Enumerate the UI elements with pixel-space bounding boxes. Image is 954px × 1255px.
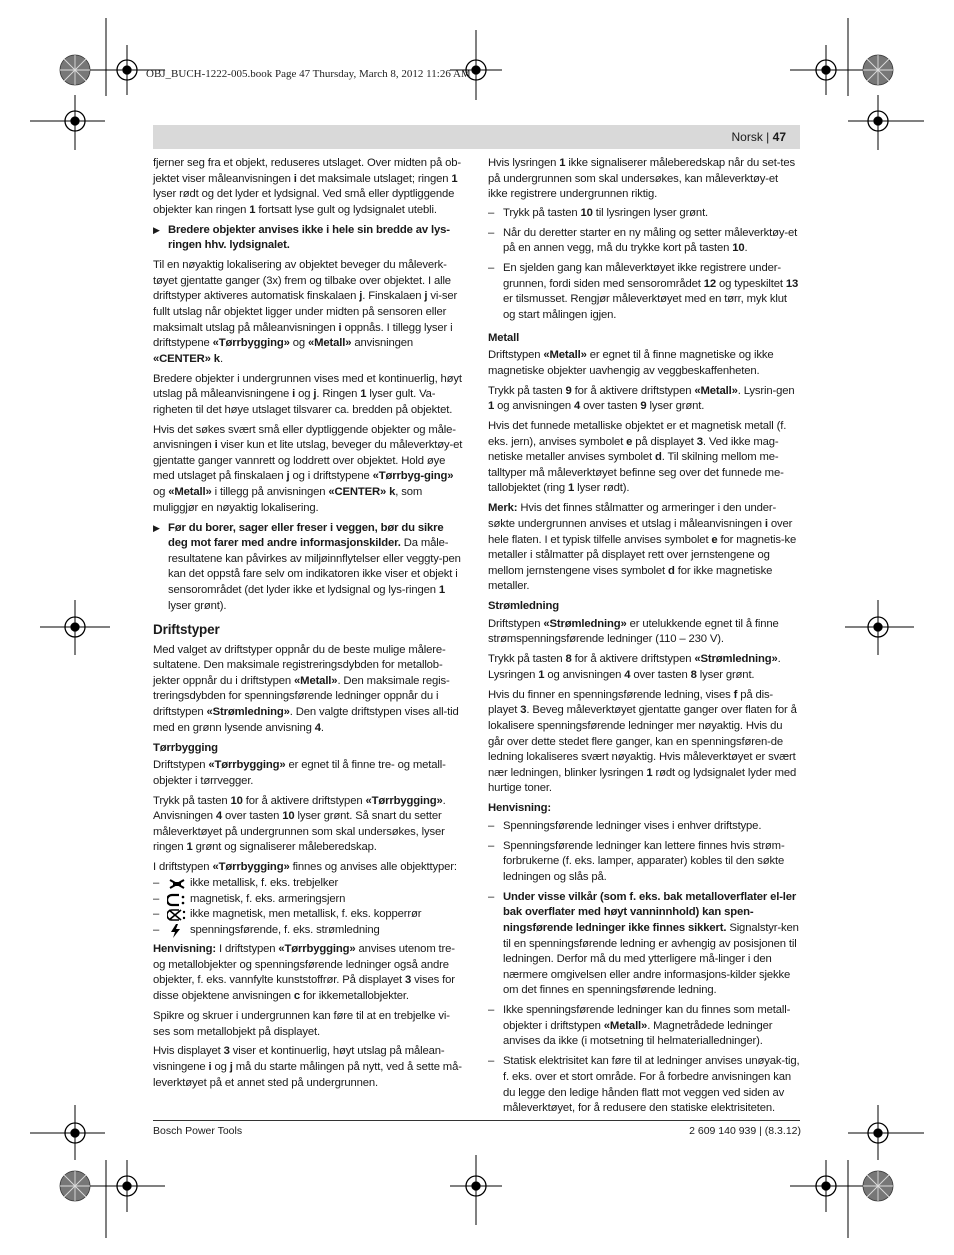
paragraph: Hvis det funnede metalliske objektet er et magnetisk metall (f. eks. jern), anvises symbolet e på displayet 3. Ved ikke mag-netiske metaller anvises symbolet d. Til skilning mellom me-talltyper må måleverktøyet befinne seg over det funnede me-tallobjektet (ring 1 lyser rødt).	[488, 420, 787, 495]
paragraph: Trykk på tasten 10 for å aktivere driftstypen «Tørrbygging». Anvisningen 4 over tasten 10 lyser grønt. Så snart du setter måleverktøyet på undergrunnen som skal undersøkes, lyser ringen 1 grønt og signaliserer måleberedskap.	[153, 794, 446, 854]
non-magnet-icon	[167, 908, 187, 922]
paragraph: Hvis det søkes svært små eller dyptliggende objekter og måle-anvisningen i viser kun et lite utslag, beveger du måleverktøy-et gjentatte ganger vannrett og loddrett over objektet. Hold øye med utslaget på finskalaen j og i driftstypene «Tørrbyg-ging» og «Metall» i tillegg på anvisningen «CENTER» k, som muliggjør en nøyaktig lokalisering.	[153, 423, 463, 514]
footer-rule	[153, 1120, 800, 1121]
list-item: – Statisk elektrisitet kan føre til at ledninger anvises unøyak-tig, f. eks. over et stort område. For å forbedre anvisningen kan du legge den ledige hånden flatt mot veggen ved siden av måleverktøyet, for å redusere den statiske elektrisiteten.	[488, 1054, 800, 1116]
paragraph: fjerner seg fra et objekt, reduseres utslaget. Over midten på ob-jektet viser måleanvisningen i det maksimale utslaget; ringen 1 lyser rødt og det lyder et lydsignal. Ved små eller dyptliggende objekter kan ringen 1 fortsatt lyse gult og lydsignalet utebli.	[153, 157, 461, 216]
footer-brand: Bosch Power Tools	[153, 1125, 243, 1137]
page-header	[153, 125, 800, 149]
subsection-heading: Strømledning	[488, 600, 560, 613]
paragraph: Driftstypen «Strømledning» er utelukkende egnet til å finne strømspenningsførende ledninger (110 – 230 V).	[488, 617, 779, 646]
list-item: – spenningsførende, f. eks. strømledning	[153, 923, 380, 936]
warning-note: ▶ Bredere objekter anvises ikke i hele sin bredde av lys-ringen hhv. lydsignalet.	[153, 223, 465, 254]
left-column	[153, 156, 465, 1096]
paragraph: Hvis lysringen 1 ikke signaliserer måleberedskap når du set-tes på undergrunnen som skal undersøkes, kan måleverktøy-et ikke registrere undergrunnen riktig.	[488, 157, 796, 201]
print-slug: OBJ_BUCH-1222-005.book Page 47 Thursday, March 8, 2012 11:26 AM	[146, 68, 471, 80]
page-number: Norsk | 47	[731, 130, 786, 144]
section-heading: Driftstyper	[153, 622, 220, 638]
paragraph: Henvisning: I driftstypen «Tørrbygging» anvises utenom tre-og metallobjekter og spenningsførende ledninger også andre objekter, f. eks. vannfylte kunststoffrør. På displayet 3 vises for disse objektene anvisningen c for ikkemetallobjekter.	[153, 943, 455, 1003]
list-item: – magnetisk, f. eks. armeringsjern	[153, 892, 346, 905]
paragraph: Med valget av driftstyper oppnår du de beste mulige målere-sultatene. Den maksimale registreringsdybden for metallob-jekter oppnår du i driftstypen «Metall». Den maksimale regis-treringsdybden for spenningsførende ledninger oppnår du i driftstypen «Strømledning». Den valgte driftstypen vises all-tid med en grønn lysende anvisning 4.	[153, 643, 459, 734]
paragraph: Bredere objekter i undergrunnen vises med et kontinuerlig, høyt utslag på måleanvisningene i og j. Ringen 1 lyser gult. Va-righeten til det høye utslaget tilsvarer ca. bredden på objektet.	[153, 372, 462, 416]
paragraph: Spikre og skruer i undergrunnen kan føre til at en trebjelke vi-ses som metallobjekt på displayet.	[153, 1009, 450, 1038]
wood-icon	[167, 877, 187, 891]
list-item: – ikke metallisk, f. eks. trebjelker	[153, 876, 339, 889]
paragraph: I driftstypen «Tørrbygging» finnes og anvises alle objekttyper:	[153, 861, 457, 874]
paragraph: Driftstypen «Metall» er egnet til å finne magnetiske og ikke magnetiske objekter uavhengig av veggbeskaffenheten.	[488, 349, 774, 377]
subsection-heading: Henvisning:	[488, 802, 551, 815]
subsection-heading: Metall	[488, 331, 520, 344]
paragraph: Hvis du finner en spenningsførende ledning, vises f på dis-playet 3. Beveg måleverktøyet gjentatte ganger over flaten for å lokalisere spenningsførende ledninger mer nøyaktig. Hvis du går over dette stedet flere ganger, kan en spenningsføren-de ledning lokaliseres svært nøyaktig. Hvis måleverktøyet er svært nær ledningen, blinker lysringen 1 rødt og lydsignalet lyder med hurtige toner.	[488, 688, 797, 795]
list-item: – Under visse vilkår (som f. eks. bak metalloverflater el-ler bak overflater med høyt vanninnhold) kan spen-ningsførende ledninger ikke finnes sikkert. Signalstyr-ken til en spenningsførende ledning er avhengig av posisjonen til ledningen. Derfor må du med ytterligere må-linger i den nærmere omgivelsen eller andre informasjons-kilder sjekke om det finnes en spenningsførende ledning.	[488, 890, 800, 999]
warning-note: ▶ Før du borer, sager eller freser i veggen, bør du sikre deg mot farer med andre informasjonskilder. Da måle-resultatene kan påvirkes av miljøinnflytelser eller veggty-pen kan det oppstå fare selv om indikatoren ikke viser et objekt i sensorområdet (det lyder ikke et lydsignal og lys-ringen 1 lyser grønt).	[153, 521, 465, 615]
paragraph: Trykk på tasten 8 for å aktivere driftstypen «Strømledning». Lysringen 1 og anvisningen 4 over tasten 8 lyser grønt.	[488, 653, 781, 681]
list-item: – Ikke spenningsførende ledninger kan du finnes som metall-objekter i driftstypen «Metall». Magnetrådede ledninger anvises da ikke (i motsetning til helmaterialledninger).	[488, 1003, 800, 1050]
list-item: – Spenningsførende ledninger vises i enhver driftstype.	[488, 819, 800, 835]
paragraph: Til en nøyaktig lokalisering av objektet beveger du måleverk-tøyet gjentatte ganger (3x) frem og tilbake over objektet. I alle driftstyper aktiveres automatisk finskalaen j. Finskalaen j vi-ser fullt utslag når objektet ligger under midten på sensoren eller maksimalt utslag på måleanvisningen i oppnås. I tillegg lyser i driftstypene «Tørrbygging» og «Metall» anvisningen «CENTER» k.	[153, 259, 458, 365]
paragraph: Hvis displayet 3 viser et kontinuerlig, høyt utslag på målean-visningene i og j må du starte målingen på nytt, ved å sette må-leverktøyet på et annet sted på undergrunnen.	[153, 1045, 462, 1089]
subsection-heading: Tørrbygging	[153, 741, 218, 754]
list-item: – Spenningsførende ledninger kan lettere finnes hvis strøm-forbrukerne (f. eks. lamper, apparater) kobles til den søkte ledningen og slås på.	[488, 839, 800, 886]
list-item: – Når du deretter starter en ny måling og setter måleverktøy-et på en annen vegg, må du trykke kort på tasten 10.	[488, 226, 800, 257]
paragraph: Merk: Hvis det finnes stålmatter og armeringer i den under-søkte undergrunnen anvises et utslag i måleanvisningen i over hele flaten. I et typisk tilfelle anvises symbolet e for magnetis-ke metaller i stålmatter på displayet rett over jernstengene og mellom jernstengene vises symbolet d for ikke magnetiske metaller.	[488, 502, 797, 593]
lightning-icon	[167, 924, 187, 938]
list-item: – En sjelden gang kan måleverktøyet ikke registrere under-grunnen, fordi siden med sensorområdet 12 og typeskiltet 13 er tilsmusset. Rengjør måleverktøyet med en tørr, myk klut og start målingen igjen.	[488, 261, 800, 323]
magnet-icon	[167, 893, 187, 907]
list-item: – Trykk på tasten 10 til lysringen lyser grønt.	[488, 206, 800, 222]
paragraph: Driftstypen «Tørrbygging» er egnet til å finne tre- og metall-objekter i tørrvegger.	[153, 759, 446, 787]
paragraph: Trykk på tasten 9 for å aktivere driftstypen «Metall». Lysrin-gen 1 og anvisningen 4 over tasten 9 lyser grønt.	[488, 384, 795, 413]
footer-doc-number: 2 609 140 939 | (8.3.12)	[689, 1125, 801, 1137]
list-item: – ikke magnetisk, men metallisk, f. eks. kopperrør	[153, 908, 422, 921]
right-column	[488, 156, 800, 1121]
